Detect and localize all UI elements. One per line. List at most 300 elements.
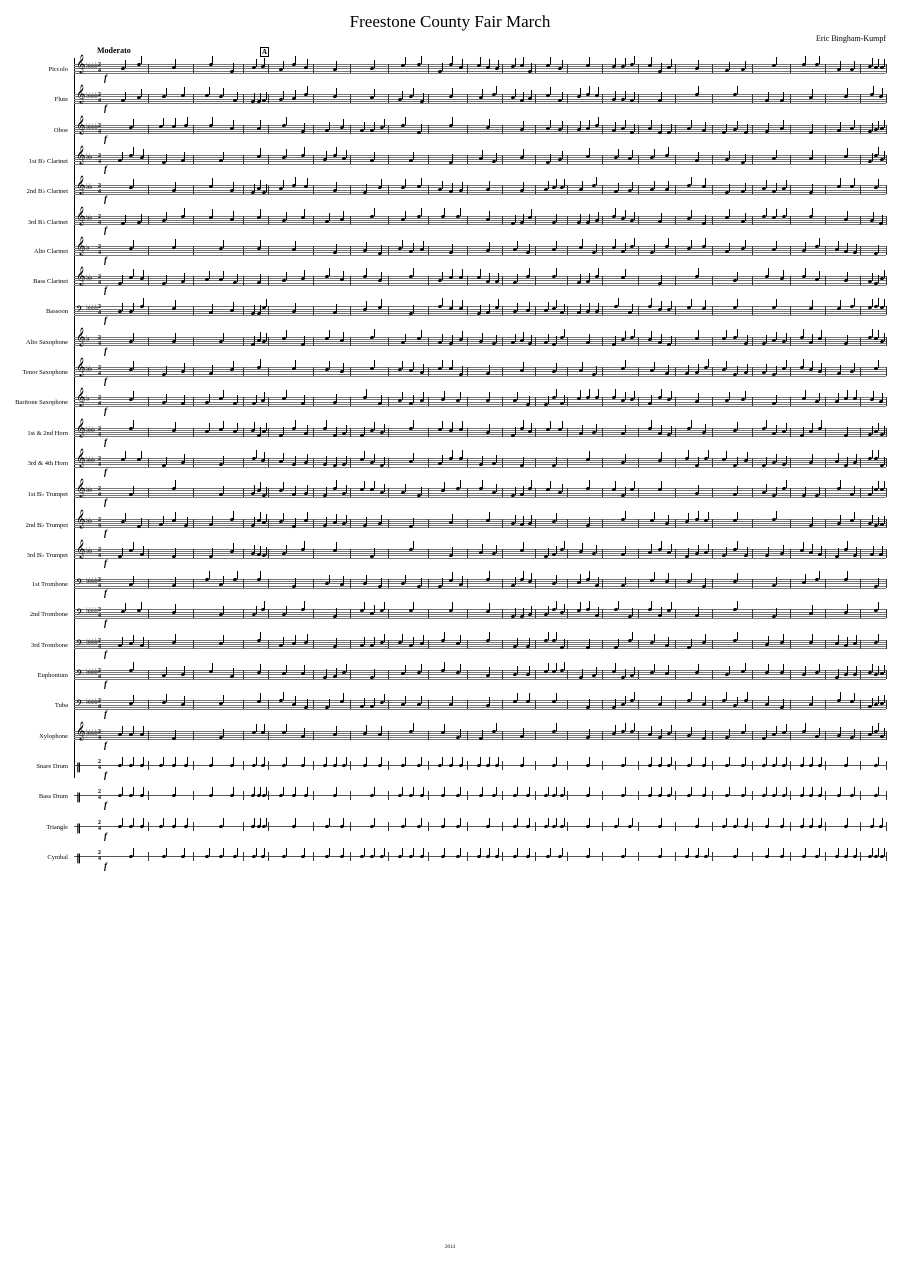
note-stem: [125, 60, 126, 68]
note-stem: [745, 757, 746, 765]
barline: [350, 458, 351, 467]
barline: [790, 731, 791, 740]
note-stem: [304, 209, 305, 217]
barline: [268, 488, 269, 497]
time-signature: [98, 517, 101, 529]
note-stem: [209, 87, 210, 95]
barline: [638, 185, 639, 194]
note-stem: [517, 638, 518, 646]
note-stem: [184, 696, 185, 704]
time-signature-top: 2: [98, 819, 101, 826]
staff-line: [74, 68, 886, 69]
barline: [467, 609, 468, 618]
note-stem: [618, 601, 619, 609]
note-stem: [264, 452, 265, 460]
note-stem: [812, 334, 813, 342]
barline: [712, 64, 713, 73]
staff-line: [74, 125, 886, 126]
barline: [243, 519, 244, 528]
note-stem: [856, 635, 857, 643]
instrument-name: Oboe: [53, 126, 68, 134]
note-stem: [598, 268, 599, 276]
note-stem: [143, 546, 144, 554]
note-stem: [632, 304, 633, 312]
dynamic-marking: f: [104, 557, 107, 568]
note-stem: [326, 456, 327, 464]
barline: [886, 731, 887, 740]
note-stem: [442, 272, 443, 280]
note-stem: [625, 454, 626, 462]
instrument-name: Bass Drum: [38, 793, 68, 801]
note-stem: [805, 666, 806, 674]
note-stem: [187, 818, 188, 826]
barline: [886, 822, 887, 831]
note-stem: [374, 848, 375, 856]
note-stem: [625, 360, 626, 368]
note-stem: [550, 57, 551, 65]
note-stem: [141, 214, 142, 222]
barline: [428, 549, 429, 558]
note-stem: [515, 487, 516, 495]
instrument-name: 1st Trombone: [32, 581, 68, 589]
barline: [313, 519, 314, 528]
staff-2: [0, 86, 900, 114]
note-stem: [812, 150, 813, 158]
barline: [790, 822, 791, 831]
time-signature-top: 2: [98, 334, 101, 341]
barline: [268, 791, 269, 800]
note-stem: [884, 665, 885, 673]
barline: [350, 609, 351, 618]
key-signature: ♭: [86, 242, 89, 252]
note-stem: [805, 242, 806, 250]
staff-line: [74, 397, 886, 398]
note-stem: [708, 450, 709, 458]
staff-17: [0, 540, 900, 568]
time-signature-top: 2: [98, 789, 101, 796]
note-stem: [766, 180, 767, 188]
note-stem: [523, 571, 524, 579]
note-stem: [489, 211, 490, 219]
note-stem: [878, 723, 879, 731]
note-stem: [452, 269, 453, 277]
barline: [790, 397, 791, 406]
barline: [502, 276, 503, 285]
note-stem: [726, 818, 727, 826]
note-stem: [413, 305, 414, 313]
barline: [243, 670, 244, 679]
note-stem: [254, 517, 255, 525]
note-stem: [482, 480, 483, 488]
barline: [268, 306, 269, 315]
note-stem: [783, 818, 784, 826]
barline: [790, 519, 791, 528]
dynamic-marking: f: [104, 103, 107, 114]
note-stem: [878, 59, 879, 67]
note-stem: [212, 56, 213, 64]
note-stem: [531, 515, 532, 523]
staff-lines: [74, 579, 886, 588]
note-stem: [805, 268, 806, 276]
barline: [886, 306, 887, 315]
note-stem: [233, 63, 234, 71]
note-stem: [366, 725, 367, 733]
note-stem: [143, 298, 144, 306]
dynamic-marking: f: [104, 376, 107, 386]
note-stem: [462, 450, 463, 458]
note-stem: [847, 88, 848, 96]
note-stem: [452, 88, 453, 96]
treble-clef-icon: 𝄞: [76, 449, 86, 467]
note-stem: [343, 119, 344, 127]
note-stem: [840, 480, 841, 488]
note-stem: [405, 334, 406, 342]
note-stem: [872, 329, 873, 337]
note-stem: [184, 395, 185, 403]
note-stem: [745, 724, 746, 732]
note-stem: [671, 59, 672, 67]
staff-line: [74, 677, 886, 678]
barline: [193, 488, 194, 497]
note-stem: [847, 848, 848, 856]
key-signature: ♭♭: [86, 212, 92, 222]
barline: [313, 125, 314, 134]
barline: [350, 397, 351, 406]
time-signature-bottom: 4: [98, 704, 101, 711]
barline: [388, 367, 389, 376]
barline: [467, 428, 468, 437]
barline: [675, 670, 676, 679]
barline: [790, 670, 791, 679]
note-stem: [260, 693, 261, 701]
barline: [388, 337, 389, 346]
note-stem: [582, 181, 583, 189]
barline: [567, 609, 568, 618]
barline: [860, 519, 861, 528]
note-stem: [480, 57, 481, 65]
note-stem: [856, 848, 857, 856]
barline: [428, 519, 429, 528]
barline: [860, 852, 861, 861]
note-stem: [596, 244, 597, 252]
barline: [825, 700, 826, 709]
note-stem: [444, 818, 445, 826]
note-stem: [556, 389, 557, 397]
note-stem: [783, 848, 784, 856]
note-stem: [223, 271, 224, 279]
note-stem: [184, 208, 185, 216]
treble-clef-icon: 𝄞: [76, 389, 86, 407]
note-stem: [854, 120, 855, 128]
barline: [567, 519, 568, 528]
note-stem: [556, 513, 557, 521]
note-stem: [596, 177, 597, 185]
barline: [148, 64, 149, 73]
note-stem: [698, 607, 699, 615]
barline: [388, 246, 389, 255]
note-stem: [343, 818, 344, 826]
barline: [148, 337, 149, 346]
note-stem: [838, 241, 839, 249]
barline: [675, 306, 676, 315]
note-stem: [498, 273, 499, 281]
staff-line: [74, 707, 886, 708]
time-signature: [98, 183, 101, 195]
note-stem: [133, 179, 134, 187]
note-stem: [634, 667, 635, 675]
note-stem: [423, 635, 424, 643]
barline: [638, 700, 639, 709]
note-stem: [632, 818, 633, 826]
barline: [535, 822, 536, 831]
note-stem: [812, 787, 813, 795]
barline: [350, 367, 351, 376]
barline: [825, 185, 826, 194]
barline: [535, 549, 536, 558]
note-stem: [661, 92, 662, 100]
note-stem: [346, 485, 347, 493]
time-signature-bottom: 4: [98, 795, 101, 802]
staff-line: [74, 71, 886, 72]
note-stem: [803, 359, 804, 367]
note-stem: [133, 757, 134, 765]
staff-line: [74, 255, 886, 256]
barline: [388, 488, 389, 497]
barline: [350, 700, 351, 709]
note-stem: [562, 92, 563, 100]
note-stem: [691, 120, 692, 128]
note-stem: [840, 515, 841, 523]
note-stem: [651, 757, 652, 765]
barline: [243, 761, 244, 770]
staff-14: [0, 449, 900, 477]
time-signature-top: 2: [98, 213, 101, 220]
note-stem: [381, 515, 382, 523]
note-stem: [847, 427, 848, 435]
note-stem: [671, 544, 672, 552]
note-stem: [884, 457, 885, 465]
note-stem: [598, 212, 599, 220]
note-stem: [705, 215, 706, 223]
barline: [148, 216, 149, 225]
staff-line: [74, 192, 886, 193]
note-stem: [651, 298, 652, 306]
note-stem: [661, 452, 662, 460]
barline: [790, 216, 791, 225]
barline: [712, 791, 713, 800]
note-stem: [582, 543, 583, 551]
note-stem: [580, 304, 581, 312]
note-stem: [122, 275, 123, 283]
barline: [752, 397, 753, 406]
note-stem: [413, 453, 414, 461]
instrument-name: 3rd & 4th Horn: [27, 459, 68, 467]
note-stem: [634, 124, 635, 132]
note-stem: [304, 541, 305, 549]
bass-clef-icon: 𝄢: [76, 608, 84, 621]
staff-lines: [74, 609, 886, 618]
note-stem: [166, 88, 167, 96]
note-stem: [489, 59, 490, 67]
note-stem: [143, 149, 144, 157]
barline: [467, 64, 468, 73]
barline: [268, 519, 269, 528]
barline: [602, 852, 603, 861]
note-stem: [515, 89, 516, 97]
staff-line: [74, 436, 886, 437]
barline: [567, 488, 568, 497]
note-stem: [884, 728, 885, 736]
note-stem: [564, 395, 565, 403]
note-stem: [625, 487, 626, 495]
note-stem: [564, 304, 565, 312]
instrument-name: 3rd B♭ Trumpet: [26, 551, 68, 559]
note-stem: [286, 724, 287, 732]
note-stem: [671, 336, 672, 344]
note-stem: [812, 454, 813, 462]
barline: [712, 216, 713, 225]
note-stem: [661, 389, 662, 397]
note-stem: [634, 212, 635, 220]
note-stem: [580, 602, 581, 610]
barline: [712, 94, 713, 103]
barline: [712, 549, 713, 558]
note-stem: [651, 57, 652, 65]
time-signature-bottom: 4: [98, 674, 101, 680]
note-stem: [819, 238, 820, 246]
note-stem: [589, 86, 590, 94]
barline: [243, 306, 244, 315]
barline: [268, 640, 269, 649]
note-stem: [625, 511, 626, 519]
note-stem: [295, 696, 296, 704]
time-signature-bottom: 4: [98, 734, 101, 741]
barline: [886, 579, 887, 588]
instrument-name: Tenor Saxophone: [22, 369, 68, 376]
note-stem: [805, 487, 806, 495]
barline: [428, 579, 429, 588]
note-stem: [442, 63, 443, 71]
note-stem: [366, 268, 367, 276]
note-stem: [421, 330, 422, 338]
barline: [313, 549, 314, 558]
note-stem: [175, 300, 176, 308]
note-stem: [460, 208, 461, 216]
note-stem: [489, 242, 490, 250]
barline: [148, 670, 149, 679]
staff-line: [74, 127, 886, 128]
note-stem: [671, 725, 672, 733]
barline: [638, 822, 639, 831]
note-stem: [768, 818, 769, 826]
note-stem: [133, 542, 134, 550]
note-stem: [286, 149, 287, 157]
note-stem: [654, 362, 655, 370]
barline: [860, 306, 861, 315]
note-stem: [260, 332, 261, 340]
note-stem: [343, 848, 344, 856]
note-stem: [212, 757, 213, 765]
barline: [790, 700, 791, 709]
treble-clef-icon: 𝄞: [76, 540, 86, 558]
note-stem: [266, 333, 267, 341]
note-stem: [819, 393, 820, 401]
note-stem: [421, 208, 422, 216]
note-stem: [405, 179, 406, 187]
note-stem: [489, 512, 490, 520]
note-stem: [766, 335, 767, 343]
note-stem: [295, 177, 296, 185]
note-stem: [705, 178, 706, 186]
barline: [388, 458, 389, 467]
barline: [350, 822, 351, 831]
note-stem: [254, 818, 255, 826]
barline: [268, 246, 269, 255]
note-stem: [776, 726, 777, 734]
staff-line: [74, 616, 886, 617]
note-stem: [564, 639, 565, 647]
note-stem: [517, 818, 518, 826]
barline: [388, 94, 389, 103]
note-stem: [496, 545, 497, 553]
barline: [638, 367, 639, 376]
time-signature-top: 2: [98, 152, 101, 159]
note-stem: [452, 117, 453, 125]
barline: [388, 276, 389, 285]
note-stem: [615, 663, 616, 671]
note-stem: [223, 848, 224, 856]
time-signature-bottom: 4: [98, 764, 101, 771]
barline: [567, 155, 568, 164]
staff-line: [74, 640, 886, 641]
percussion-clef-icon: ‖: [76, 822, 81, 834]
note-stem: [548, 334, 549, 342]
note-stem: [122, 787, 123, 795]
note-stem: [444, 662, 445, 670]
barline: [535, 306, 536, 315]
barline: [638, 276, 639, 285]
note-stem: [872, 726, 873, 734]
note-stem: [444, 787, 445, 795]
barline: [860, 822, 861, 831]
barline: [243, 397, 244, 406]
staff-line: [74, 527, 886, 528]
barline: [602, 670, 603, 679]
barline: [825, 276, 826, 285]
note-stem: [496, 787, 497, 795]
barline: [428, 185, 429, 194]
note-stem: [223, 240, 224, 248]
barline: [567, 276, 568, 285]
note-stem: [556, 632, 557, 640]
barline: [193, 64, 194, 73]
note-stem: [336, 608, 337, 616]
note-stem: [462, 331, 463, 339]
note-stem: [618, 639, 619, 647]
note-stem: [266, 92, 267, 100]
note-stem: [254, 184, 255, 192]
note-stem: [661, 848, 662, 856]
note-stem: [343, 211, 344, 219]
barline: [502, 428, 503, 437]
note-stem: [489, 818, 490, 826]
barline: [825, 549, 826, 558]
note-stem: [562, 848, 563, 856]
note-stem: [618, 149, 619, 157]
staff-8: [0, 268, 900, 296]
time-signature: [98, 638, 101, 650]
barline: [535, 670, 536, 679]
